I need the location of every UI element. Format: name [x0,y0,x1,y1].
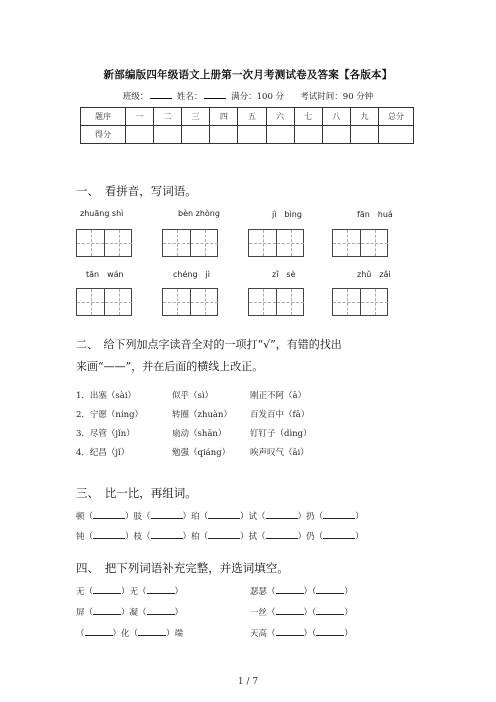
section2-heading: 二、 给下列加点字读音全对的一项打“√”，有错的找出 [76,338,342,351]
writing-grid[interactable] [332,229,388,257]
section2-heading-cont: 来画“——”，并在后面的横线上改正。 [76,360,264,373]
writing-grid[interactable] [162,229,218,257]
answer-blank[interactable] [93,585,121,594]
question-item: 钉钉子（dìng） [250,429,312,439]
question-item: 勉强（qiáng） [172,448,231,458]
answer-blank[interactable] [151,510,183,519]
word-group-row: 钝（ ）枝（ ）柏（ ）拭（ ）仍（ ） [76,532,364,542]
answer-blank[interactable] [151,530,183,539]
question-item: 唉声叹气（āi） [250,448,309,458]
pinyin-label: bèn zhòng [178,209,220,218]
score-header-cell: 六 [266,108,294,126]
score-cell[interactable] [126,126,154,144]
document-title: 新部编版四年级语文上册第一次月考测试卷及答案【各版本】 [103,69,393,81]
pinyin-label: fān huá [357,210,393,219]
exam-time-text: 考试时间：90 分钟 [300,92,374,102]
idiom-fill-left: 屏（ ）凝（ ） [76,608,184,618]
page-number: 1 / 7 [237,677,259,687]
answer-blank[interactable] [147,606,175,615]
score-cell[interactable] [294,126,322,144]
writing-grid[interactable] [248,288,304,316]
score-header-cell: 五 [238,108,266,126]
question-item: 2．宁愿（níng） [76,410,144,420]
idiom-fill-right: 天高（ ）（ ） [250,629,353,639]
writing-grid[interactable] [248,229,304,257]
score-cell[interactable] [154,126,182,144]
writing-grid[interactable] [162,288,218,316]
score-cell[interactable] [238,126,266,144]
name-label: 姓名： [176,92,203,102]
full-score-text: 满分：100 分 [231,92,285,102]
answer-blank[interactable] [316,606,344,615]
answer-blank[interactable] [147,585,175,594]
writing-grid[interactable] [76,288,132,316]
section3-heading: 三、 比一比，再组词。 [76,486,197,500]
answer-blank[interactable] [93,530,125,539]
score-header-cell: 总分 [379,108,414,126]
name-blank[interactable] [204,90,226,99]
score-cell[interactable] [266,126,294,144]
score-header-cell: 八 [322,108,350,126]
idiom-fill-left: 无（ ）无（ ） [76,587,184,597]
idiom-fill-right: 一丝（ ）（ ） [250,608,353,618]
answer-blank[interactable] [93,606,121,615]
score-cell[interactable] [210,126,238,144]
question-item: 百发百中（fā） [250,410,310,420]
answer-blank[interactable] [276,627,304,636]
answer-blank[interactable] [316,585,344,594]
section1-heading: 一、 看拼音，写词语。 [76,184,197,198]
word-group-row: 顿（ ）肢（ ）珀（ ）试（ ）扔（ ） [76,512,364,522]
writing-grid[interactable] [76,229,132,257]
pinyin-label: jì bìng [272,210,302,219]
answer-blank[interactable] [208,510,240,519]
question-item: 1．出塞（sài） [76,391,137,401]
class-label: 班级： [122,92,149,102]
idiom-fill-right: 瑟瑟（ ）（ ） [250,587,353,597]
section4-heading: 四、 把下列词语补充完整，并选词填空。 [76,561,289,575]
pinyin-label: zhǔ zǎi [357,270,391,279]
answer-blank[interactable] [323,510,355,519]
answer-blank[interactable] [276,585,304,594]
class-blank[interactable] [150,90,172,99]
answer-blank[interactable] [266,530,298,539]
answer-blank[interactable] [316,627,344,636]
question-item: 转圈（zhuàn） [172,410,232,420]
answer-blank[interactable] [276,606,304,615]
pinyin-label: tān wán [86,270,124,279]
question-item: 3．尽管（jǐn） [76,429,135,439]
pinyin-label: zhuāng shì [80,209,124,218]
question-item: 似乎（sì） [172,391,214,401]
idiom-fill-left: （ ）化（ ）端 [76,629,184,639]
writing-grid[interactable] [332,288,388,316]
score-cell[interactable] [182,126,210,144]
score-cell[interactable] [322,126,350,144]
score-header-cell: 三 [182,108,210,126]
score-table-score-row [81,126,414,144]
question-item: 扇动（shān） [172,429,227,439]
score-header-cell: 二 [154,108,182,126]
score-row-label: 得分 [81,126,126,144]
score-header-cell: 九 [350,108,378,126]
answer-blank[interactable] [266,510,298,519]
answer-blank[interactable] [85,627,113,636]
score-table [80,107,414,144]
question-item: 4．纪昌（jǐ） [76,448,130,458]
question-item: 刚正不阿（ā） [250,391,307,401]
score-header-cell: 一 [126,108,154,126]
score-cell[interactable] [350,126,378,144]
answer-blank[interactable] [138,627,166,636]
score-header-cell: 七 [294,108,322,126]
exam-info-line [0,90,496,102]
pinyin-label: zǐ sè [272,270,296,279]
score-cell[interactable] [379,126,414,144]
pinyin-label: chéng jì [173,270,210,279]
score-table-header-row [81,108,414,126]
score-header-cell: 题序 [81,108,126,126]
score-header-cell: 四 [210,108,238,126]
answer-blank[interactable] [93,510,125,519]
answer-blank[interactable] [208,530,240,539]
answer-blank[interactable] [323,530,355,539]
